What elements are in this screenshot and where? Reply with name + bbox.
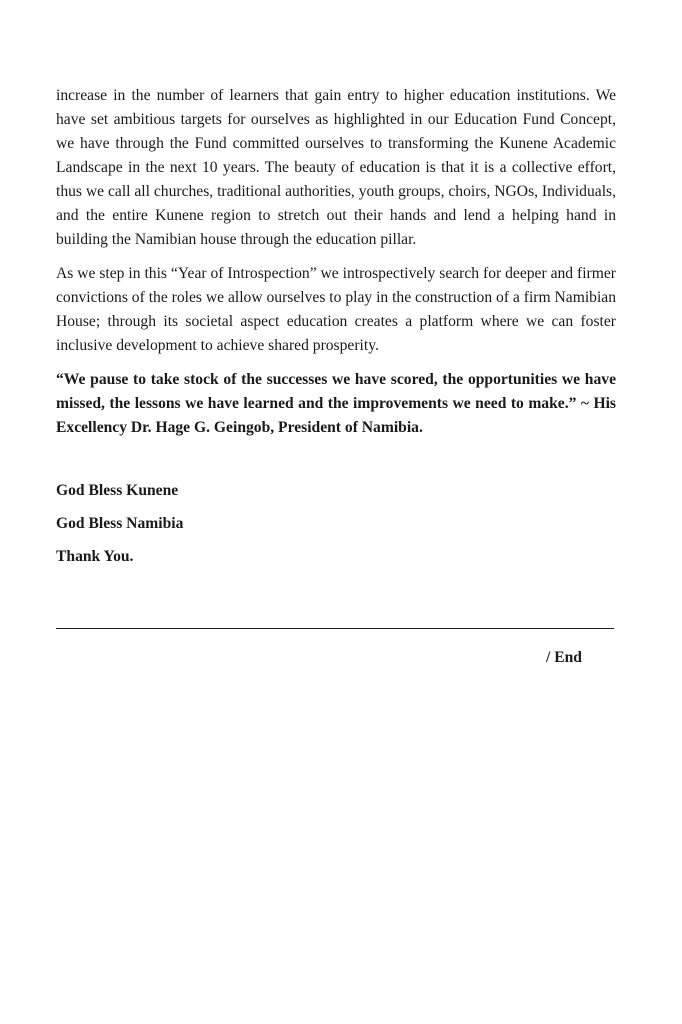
end-marker: / End — [546, 649, 582, 666]
presidential-quote: “We pause to take stock of the successes we have scored, the opportunities we have missed, the lessons we have learned and the improvements we need to make.” ~ His Excellency Dr. Hage G. Geingob, President of Namibia. — [56, 371, 616, 436]
paragraph-year-of-introspection: As we step in this “Year of Introspection” we introspectively search for deeper and firmer convictions of the roles we allow ourselves to play in the construction of a firm Namibian House; through its societal aspect education creates a platform where we can foster inclusive development to achieve shared prosperity. — [56, 265, 616, 354]
paragraph-education-fund: increase in the number of learners that gain entry to higher education institutions. We have set ambitious targets for ourselves as highlighted in our Education Fund Concept, we have through the Fund committed ourselves to transforming the Kunene Academic Landscape in the next 10 years. The beauty of education is that it is a collective effort, thus we call all churches, traditional authorities, youth groups, choirs, NGOs, Individuals, and the entire Kunene region to stretch out their hands and lend a helping hand in building the Namibian house through the education pillar. — [56, 87, 616, 248]
closing-line-thanks: Thank You. — [56, 548, 134, 565]
closing-block — [56, 479, 183, 578]
document-body — [56, 84, 616, 440]
horizontal-divider — [56, 628, 614, 629]
closing-line-namibia: God Bless Namibia — [56, 515, 184, 532]
closing-line-kunene: God Bless Kunene — [56, 482, 179, 499]
